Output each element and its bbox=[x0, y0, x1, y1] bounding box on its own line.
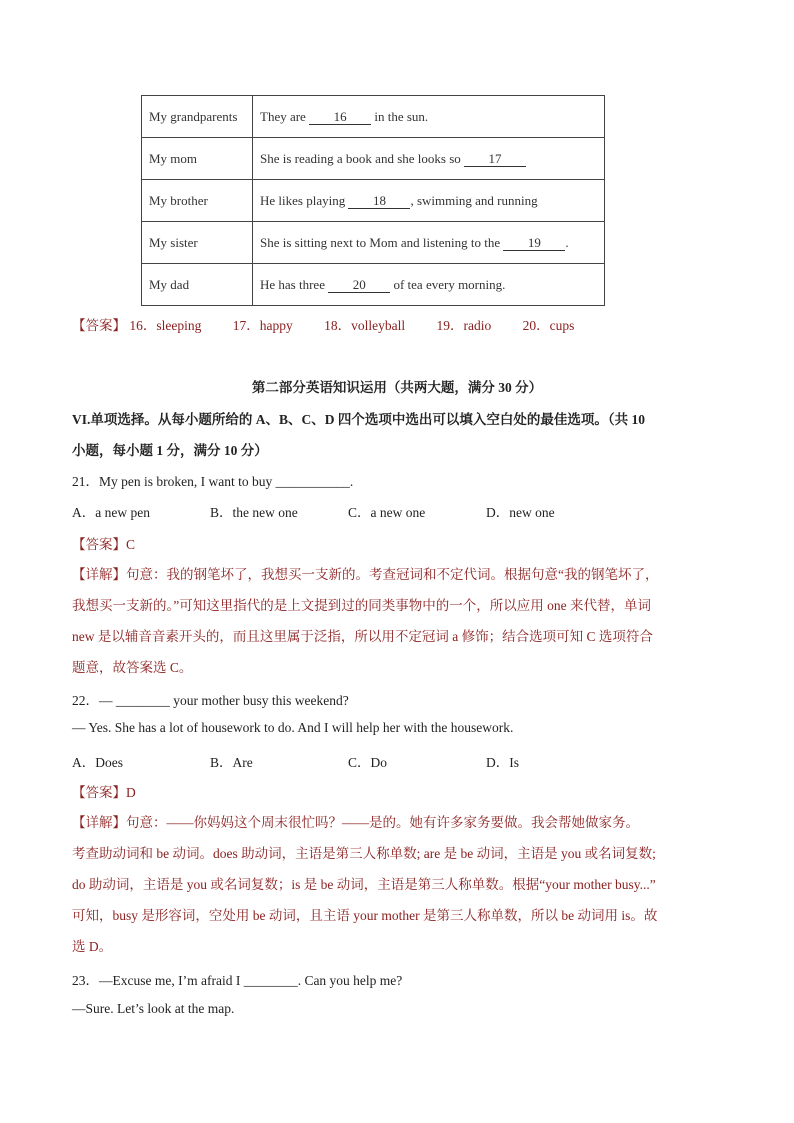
detail-line: 选 D。 bbox=[72, 939, 113, 954]
sentence-after: , swimming and running bbox=[410, 192, 538, 208]
sentence-before: He has three bbox=[260, 276, 329, 292]
option-b: B．Are bbox=[210, 755, 253, 770]
fill-in-table bbox=[141, 95, 605, 306]
question-21-answer bbox=[72, 533, 135, 553]
option-a: A．a new pen bbox=[72, 505, 150, 520]
question-23-reply: —Sure. Let’s look at the map. bbox=[72, 1001, 235, 1016]
answer-16: 16．sleeping bbox=[129, 318, 202, 333]
question-21-detail bbox=[72, 559, 682, 683]
detail-line: do 助动词，主语是 you 或名词复数；is 是 be 动词，主语是第三人称单数。根据“your mother busy...” bbox=[72, 877, 656, 892]
table-row bbox=[142, 180, 605, 222]
table-row bbox=[142, 222, 605, 264]
blank-number: 18 bbox=[348, 194, 410, 209]
person-cell: My sister bbox=[142, 222, 253, 264]
sentence-before: She is reading a book and she looks so bbox=[260, 150, 465, 166]
table-row bbox=[142, 138, 605, 180]
sentence-before: They are bbox=[260, 108, 310, 124]
option-d: D．new one bbox=[486, 505, 555, 520]
question-22-stem: 22．— ________ your mother busy this weekend? bbox=[72, 693, 349, 708]
sentence-cell bbox=[253, 222, 605, 264]
sentence-before: He likes playing bbox=[260, 192, 349, 208]
detail-line: 句意：我的钢笔坏了，我想买一支新的。考查冠词和不定代词。根据句意“我的钢笔坏了， bbox=[126, 567, 659, 582]
person-cell: My dad bbox=[142, 264, 253, 306]
option-a: A．Does bbox=[72, 755, 123, 770]
question-21-options bbox=[72, 501, 624, 521]
person-cell: My mom bbox=[142, 138, 253, 180]
section6-instruction-line1: VI.单项选择。从每小题所给的 A、B、C、D 四个选项中选出可以填入空白处的最佳选项。（共 10 bbox=[72, 412, 646, 427]
blank-number: 16 bbox=[309, 110, 371, 125]
option-c: C．Do bbox=[348, 755, 388, 770]
blank-number: 19 bbox=[503, 236, 565, 251]
question-21-stem: 21．My pen is broken, I want to buy ___________. bbox=[72, 474, 354, 489]
answer-label: 【答案】 bbox=[72, 318, 126, 333]
sentence-cell bbox=[253, 264, 605, 306]
sentence-cell bbox=[253, 138, 605, 180]
answer-label: 【答案】 bbox=[72, 537, 126, 552]
detail-line: 句意：——你妈妈这个周末很忙吗？——是的。她有许多家务要做。我会帮她做家务。 bbox=[126, 815, 639, 830]
blank-number: 20 bbox=[328, 278, 390, 293]
detail-line: 题意，故答案选 C。 bbox=[72, 660, 193, 675]
blank-number: 17 bbox=[464, 152, 526, 167]
answer-value: C bbox=[126, 537, 136, 552]
question-22-options bbox=[72, 751, 624, 771]
answer-18: 18．volleyball bbox=[324, 318, 406, 333]
answer-value: D bbox=[126, 785, 136, 800]
section6-instruction-line2: 小题，每小题 1 分，满分 10 分） bbox=[72, 443, 268, 458]
question-23-stem: 23．—Excuse me, I’m afraid I ________. Can you help me? bbox=[72, 973, 403, 988]
sentence-after: . bbox=[565, 234, 569, 250]
part2-title: 第二部分英语知识运用（共两大题，满分 30 分） bbox=[251, 380, 543, 395]
detail-line: new 是以辅音音素开头的，而且这里属于泛指，所以用不定冠词 a 修饰；结合选项可知 C 选项符合 bbox=[72, 629, 653, 644]
option-d: D．Is bbox=[486, 755, 519, 770]
answer-20: 20．cups bbox=[522, 318, 575, 333]
detail-label: 【详解】 bbox=[72, 567, 126, 582]
table-row bbox=[142, 96, 605, 138]
detail-line: 考查助动词和 be 动词。does 助动词，主语是第三人称单数; are 是 be 动词，主语是 you 或名词复数; bbox=[72, 846, 656, 861]
sentence-after: in the sun. bbox=[371, 108, 429, 124]
person-cell: My grandparents bbox=[142, 96, 253, 138]
table-row bbox=[142, 264, 605, 306]
sentence-cell bbox=[253, 96, 605, 138]
question-22-detail bbox=[72, 807, 682, 962]
sentence-cell bbox=[253, 180, 605, 222]
person-cell: My brother bbox=[142, 180, 253, 222]
detail-label: 【详解】 bbox=[72, 815, 126, 830]
sentence-before: She is sitting next to Mom and listening to the bbox=[260, 234, 504, 250]
sentence-after: of tea every morning. bbox=[390, 276, 506, 292]
question-22-reply: — Yes. She has a lot of housework to do. And I will help her with the housework. bbox=[72, 720, 514, 735]
answer-label: 【答案】 bbox=[72, 785, 126, 800]
option-b: B．the new one bbox=[210, 505, 298, 520]
answer-19: 19．radio bbox=[436, 318, 492, 333]
detail-line: 我想买一支新的。”可知这里指代的是上文提到过的同类事物中的一个，所以应用 one 来代替，单词 bbox=[72, 598, 651, 613]
option-c: C．a new one bbox=[348, 505, 426, 520]
answers-16-20 bbox=[72, 314, 602, 334]
answer-17: 17．happy bbox=[232, 318, 293, 333]
question-22-answer bbox=[72, 781, 136, 801]
detail-line: 可知，busy 是形容词，空处用 be 动词，且主语 your mother 是第三人称单数，所以 be 动词用 is。故 bbox=[72, 908, 658, 923]
